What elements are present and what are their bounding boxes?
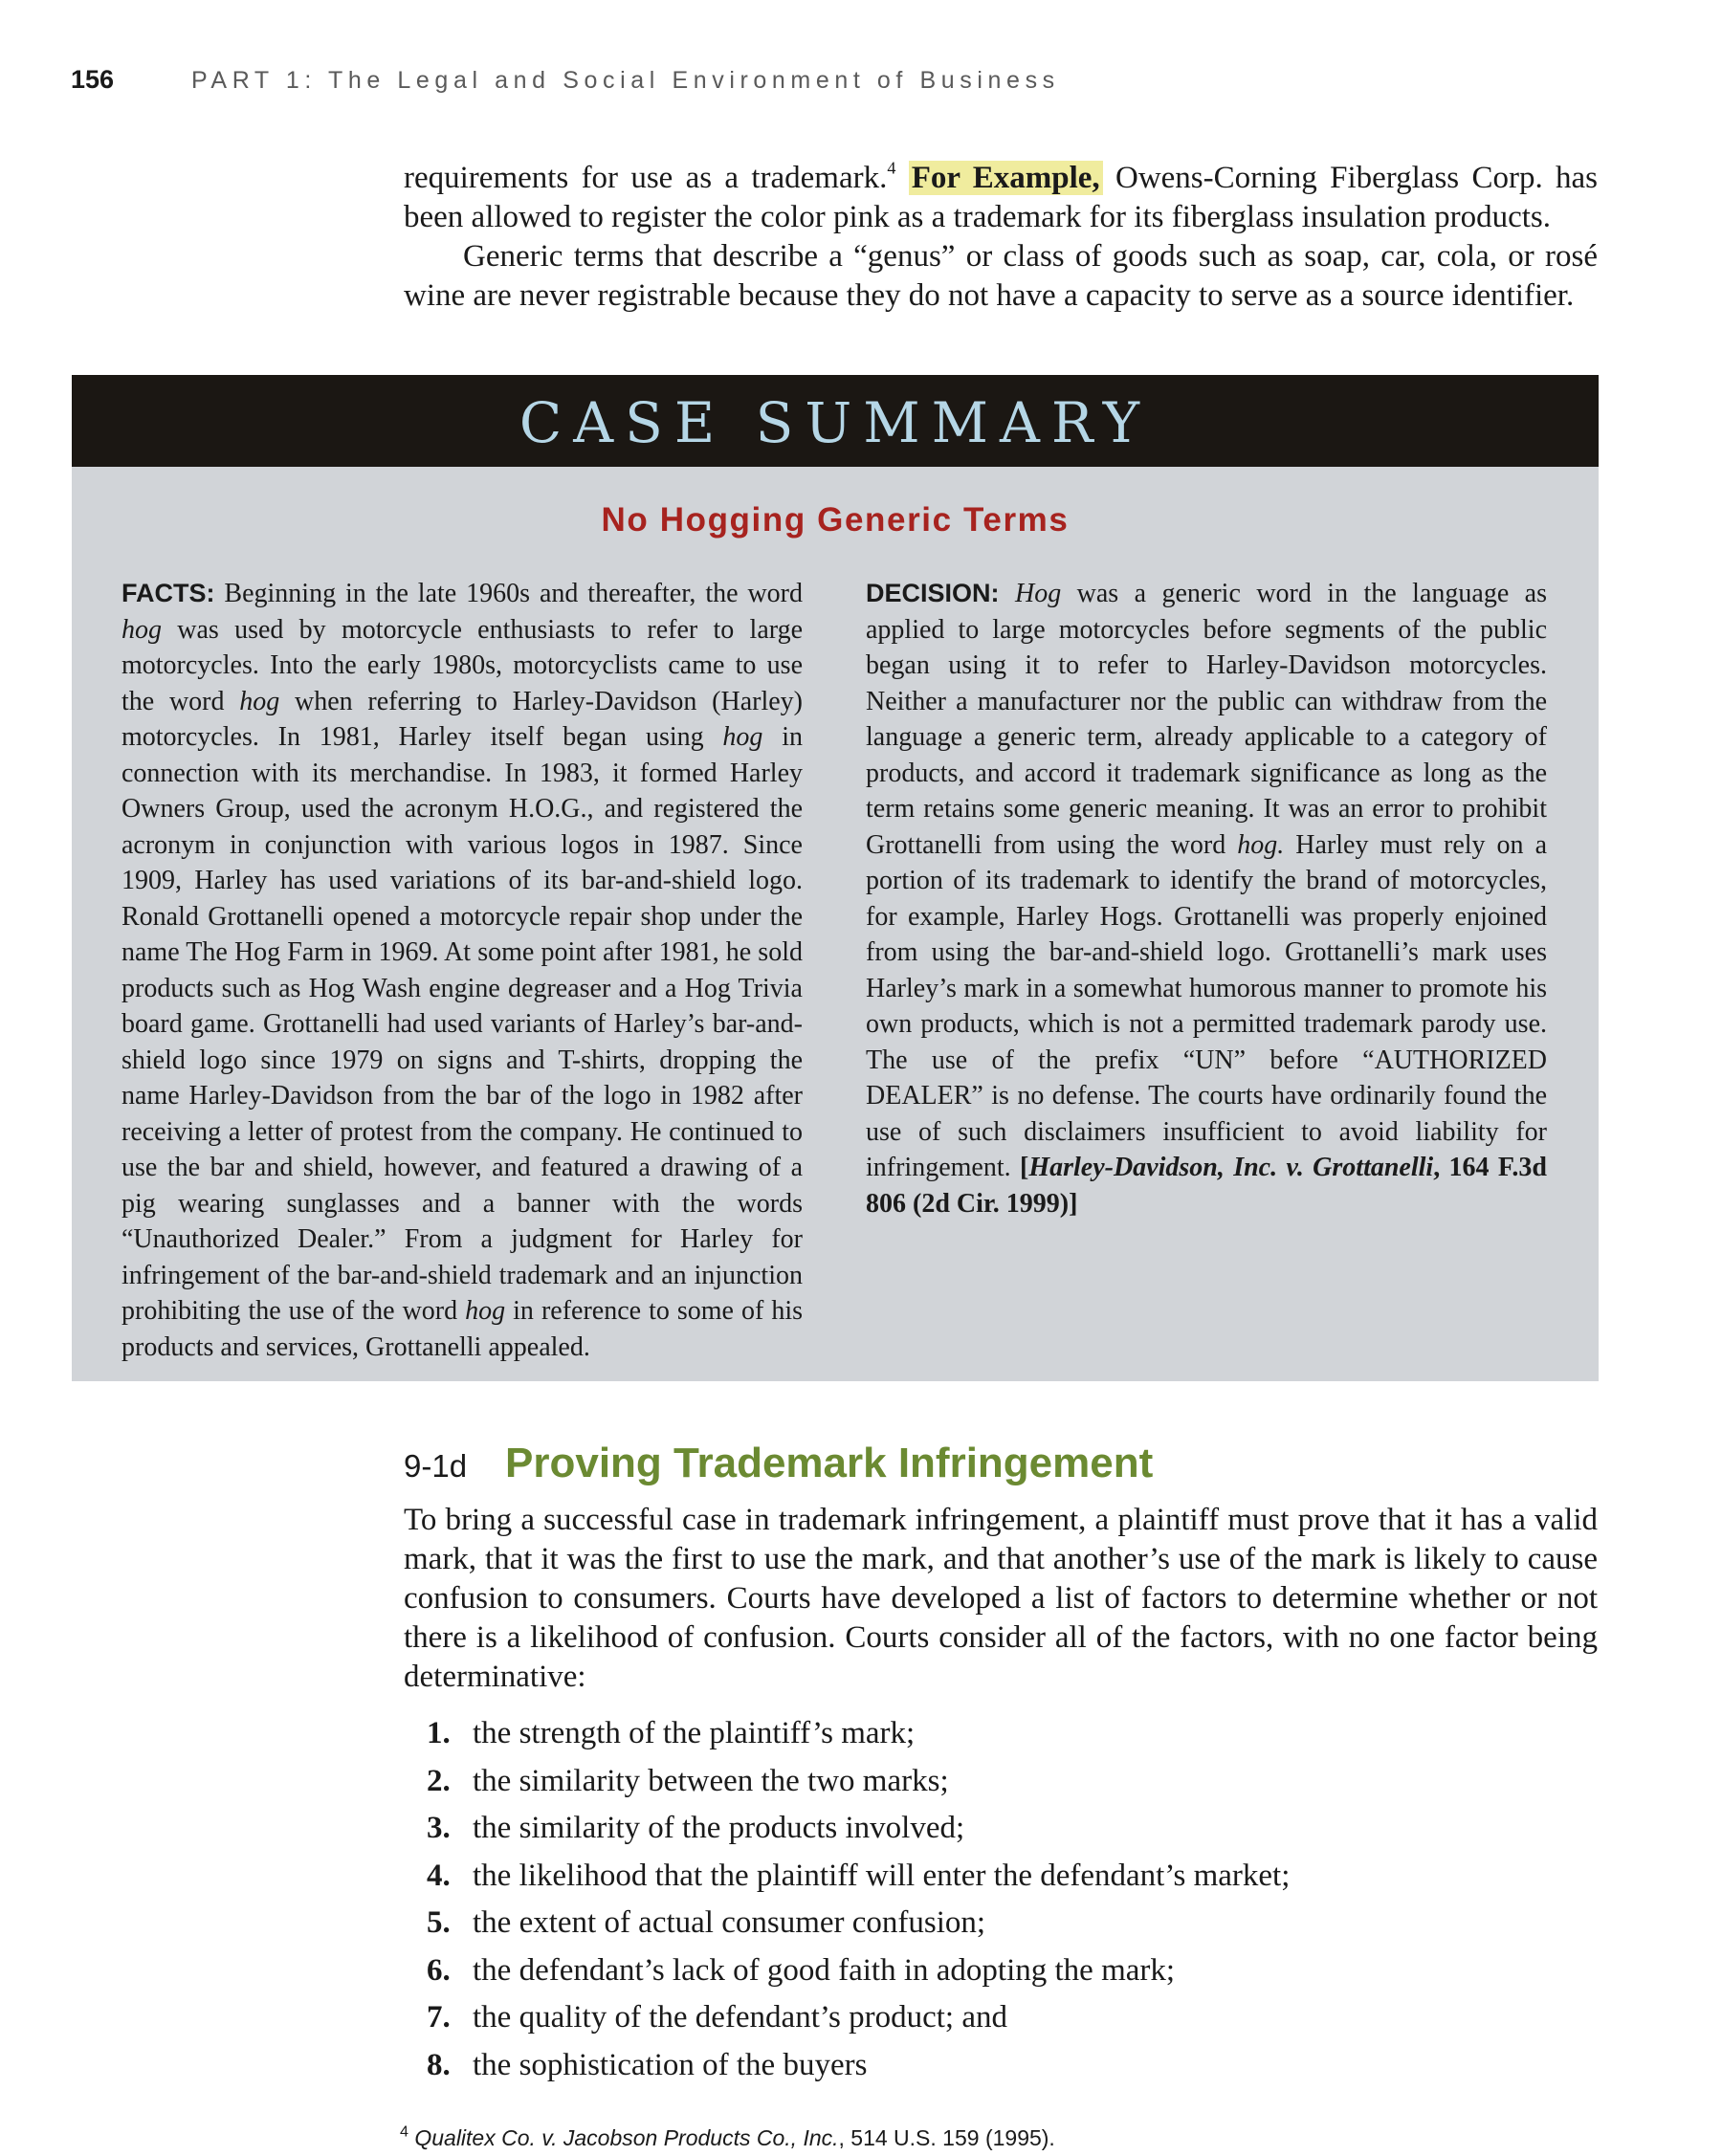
factor-text: the similarity between the two marks;	[473, 1763, 949, 1798]
facts-italic: hog	[722, 722, 763, 752]
factor-number: 3.	[427, 1811, 451, 1845]
factor-text: the defendant’s lack of good faith in adopting the mark;	[473, 1952, 1176, 1988]
facts-text: Beginning in the late 1960s and thereafter, the word	[214, 579, 803, 608]
list-item	[427, 1900, 1598, 1947]
decision-text: was a generic word in the language as applied to large motorcycles before segments of the public began using it to refer to Harley-Davidson motorcycles. Neither a manufacturer nor the public can withdraw from the language a generic term, already applicable to a category of products, and accord it trademark significance as long as the term retains some generic meaning. It was an error to prohibit Grottanelli from using the word	[866, 579, 1548, 860]
factor-text: the likelihood that the plaintiff will enter the defendant’s market;	[473, 1858, 1291, 1893]
factor-text: the similarity of the products involved;	[473, 1811, 965, 1845]
facts-text: when referring to Harley-Davidson (Harley) motorcycles. In 1981, Harley itself began using	[121, 686, 803, 752]
case-column-left	[121, 576, 803, 1365]
facts-text: in reference to some of his products and services, Grottanelli appealed.	[121, 1296, 803, 1362]
factors-list	[427, 1710, 1598, 2089]
factor-number: 7.	[427, 2000, 451, 2035]
factor-number: 8.	[427, 2047, 451, 2082]
footnote-case-name: Qualitex Co. v. Jacobson Products Co., Inc.	[414, 2125, 839, 2150]
factor-number: 6.	[427, 1952, 451, 1988]
intro-text	[404, 159, 1598, 316]
factor-number: 1.	[427, 1716, 451, 1750]
section-number: 9-1d	[404, 1448, 468, 1484]
factor-text: the sophistication of the buyers	[473, 2047, 868, 2082]
factor-text: the strength of the plaintiff’s mark;	[473, 1716, 916, 1750]
factor-number: 5.	[427, 1905, 451, 1940]
citation-reporter: , 164 F.3d 806 (2d Cir. 1999)]	[866, 1153, 1548, 1219]
list-item	[427, 1994, 1598, 2042]
decision-italic: Hog	[1014, 579, 1062, 608]
facts-text: in connection with its merchandise. In 1983, it formed Harley Owners Group, used the acronym H.O.G., and registered the acronym in conjunction with various logos in 1987. Since 1909, Harley has used variations of its bar-and-shield logo. Ronald Grottanelli opened a motorcycle repair shop under the name The Hog Farm in 1969. At some point after 1981, he sold products such as Hog Wash engine degreaser and a Hog Trivia board game. Grottanelli had used variants of Harley’s bar-and-shield logo since 1979 on signs and T-shirts, dropping the name Harley-Davidson from the bar of the logo in 1982 after receiving a letter of protest from the company. He continued to use the bar and shield, however, and featured a drawing of a pig wearing sunglasses and a banner with the words “Unauthorized Dealer.” From a judgment for Harley for infringement of the bar-and-shield trademark and an injunction prohibiting the use of the word	[121, 722, 803, 1326]
decision-label: DECISION:	[866, 579, 1000, 607]
case-summary-box	[72, 375, 1599, 1381]
factor-text: the quality of the defendant’s product; and	[473, 2000, 1008, 2035]
footnote-citation: , 514 U.S. 159 (1995).	[838, 2125, 1055, 2150]
case-title: No Hogging Generic Terms	[601, 501, 1070, 539]
factor-text: the extent of actual consumer confusion;	[473, 1905, 986, 1940]
citation-bracket: [	[1019, 1153, 1029, 1182]
intro-paragraph-2: Generic terms that describe a “genus” or class of goods such as soap, car, cola, or rosé wine are never registrable because they do not have a capacity to serve as a source identifier.	[404, 239, 1598, 313]
list-item	[427, 1947, 1598, 1995]
footnote-ref[interactable]: 4	[887, 158, 896, 178]
citation-case-name: Harley-Davidson, Inc. v. Grottanelli	[1028, 1153, 1434, 1182]
facts-italic: hog	[239, 686, 280, 716]
decision-italic: hog.	[1237, 829, 1285, 860]
footnote	[400, 2125, 1055, 2151]
intro-paragraph-1	[404, 159, 1598, 237]
part-label: PART 1: The Legal and Social Environment of Business	[191, 67, 1060, 94]
intro-text-start: requirements for use as a trademark.	[404, 161, 888, 195]
case-summary-heading: CASE SUMMARY	[519, 390, 1152, 455]
list-item	[427, 1805, 1598, 1853]
facts-italic: hog	[465, 1296, 506, 1326]
factor-number: 4.	[427, 1858, 451, 1893]
decision-paragraph	[866, 576, 1547, 1221]
facts-italic: hog	[121, 614, 162, 645]
case-summary-header	[72, 375, 1599, 467]
list-item	[427, 1710, 1598, 1758]
footnote-marker: 4	[400, 2123, 408, 2141]
decision-text: Harley must rely on a portion of its trademark to identify the brand of motorcycles, for example, Harley Hogs. Grottanelli was properly enjoined from using the bar-and-shield logo. Grottanelli’s mark uses Harley’s mark in a somewhat humorous manner to promote his own products, which is not a permitted trademark parody use. The use of the prefix “UN” before “AUTHORIZED DEALER” is no defense. The courts have ordinarily found the use of such disclaimers insufficient to avoid liability for infringement.	[866, 829, 1548, 1182]
page-number: 156	[71, 65, 115, 94]
list-item	[427, 1758, 1598, 1806]
list-item	[427, 2042, 1598, 2090]
section-heading	[404, 1440, 1598, 1493]
for-example-highlight: For Example,	[909, 161, 1103, 195]
facts-text: was used by motorcycle enthusiasts to refer to large motorcycles. Into the early 1980s, motorcyclists came to use the word	[121, 614, 803, 716]
list-item	[427, 1853, 1598, 1901]
factor-number: 2.	[427, 1763, 451, 1798]
section-proving-infringement	[404, 1440, 1598, 2089]
facts-paragraph	[121, 576, 803, 1365]
section-title: Proving Trademark Infringement	[505, 1440, 1154, 1486]
case-column-right	[866, 576, 1547, 1221]
intro-text-end: Owens-Corning Fiberglass Corp. has been allowed to register the color pink as a trademark for its fiberglass insulation products.	[404, 161, 1598, 234]
facts-label: FACTS:	[121, 579, 215, 607]
section-body: To bring a successful case in trademark infringement, a plaintiff must prove that it has a valid mark, that it was the first to use the mark, and that another’s use of the mark is likely to cause confusion to consumers. Courts have developed a list of factors to determine whether or not there is a likelihood of confusion. Courts consider all of the factors, with no one factor being determinative:	[404, 1503, 1598, 1694]
running-head	[71, 65, 1060, 103]
